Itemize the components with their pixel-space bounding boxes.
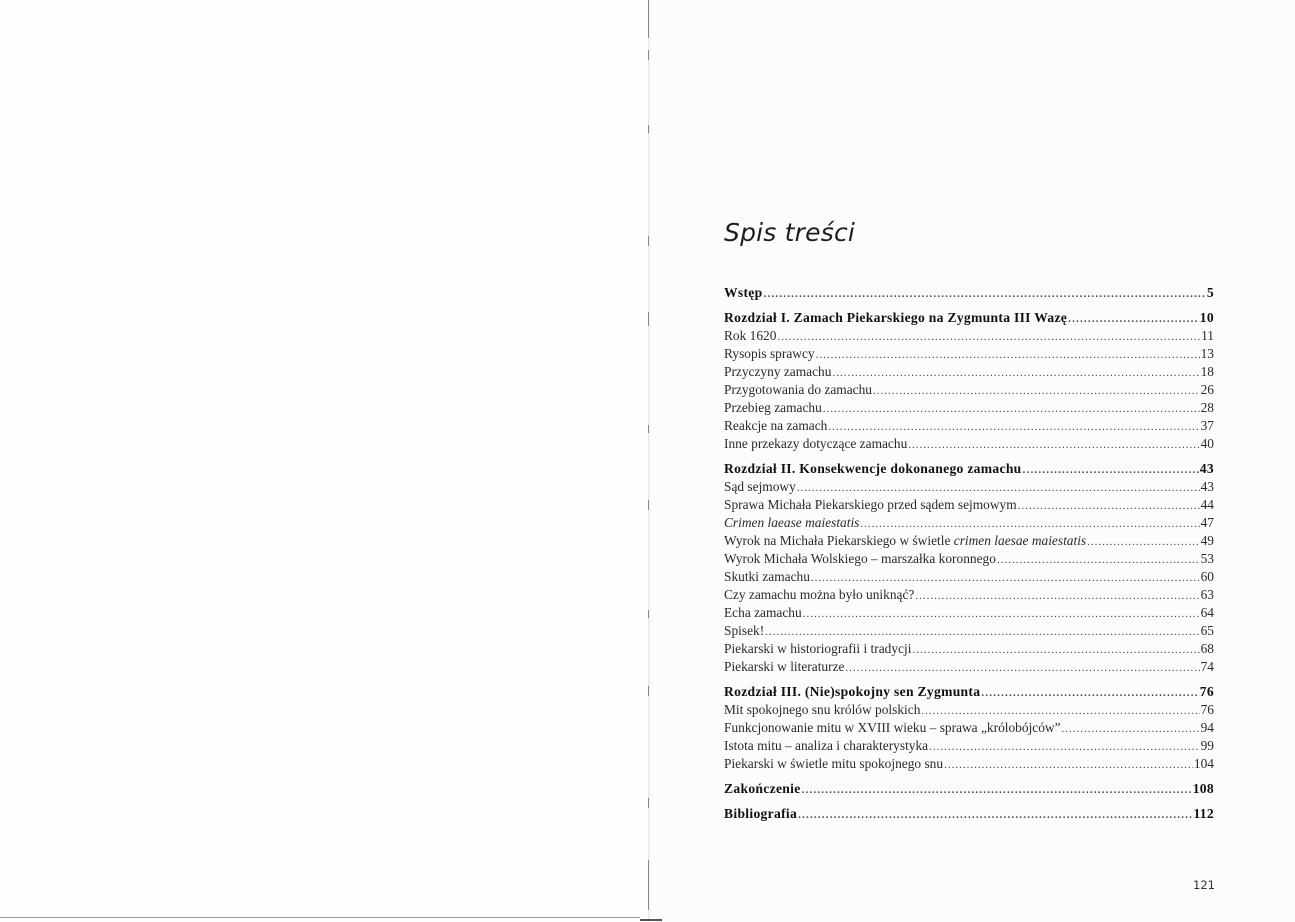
toc-entry[interactable] — [724, 701, 1214, 719]
toc-entry[interactable] — [724, 604, 1214, 622]
page-title: Spis treści — [724, 218, 856, 247]
toc-entry-label: Wyrok na Michała Piekarskiego w świetle crimen laesae maiestatis — [724, 533, 1087, 548]
toc-page-number: 13 — [1200, 346, 1214, 361]
dot-leader — [764, 285, 1206, 302]
toc-entry-label: Echa zamachu — [724, 605, 802, 620]
dot-leader — [811, 569, 1200, 586]
toc-entry-label: Przygotowania do zamachu — [724, 382, 872, 397]
toc-chapter[interactable] — [724, 780, 1214, 798]
toc-page-number: 43 — [1200, 479, 1214, 494]
toc-page-number: 112 — [1193, 806, 1214, 821]
toc-entry-label: Funkcjonowanie mitu w XVIII wieku – sprawa „królobójców” — [724, 720, 1061, 735]
toc-entry-label: Rok 1620 — [724, 328, 777, 343]
dot-leader — [798, 806, 1192, 823]
toc-entry[interactable] — [724, 568, 1214, 586]
toc-entry[interactable] — [724, 417, 1214, 435]
toc-page-number: 18 — [1200, 364, 1214, 379]
toc-page-number: 5 — [1206, 285, 1214, 300]
toc-page-number: 26 — [1200, 382, 1214, 397]
dot-leader — [912, 641, 1199, 658]
toc-entry[interactable] — [724, 345, 1214, 363]
toc-entry-label: Rozdział II. Konsekwencje dokonanego zamachu — [724, 461, 1022, 476]
toc-entry-label: Sąd sejmowy — [724, 479, 796, 494]
toc-entry[interactable] — [724, 658, 1214, 676]
dot-leader — [1068, 310, 1199, 327]
page-number: 121 — [1193, 878, 1215, 892]
toc-entry-label: Piekarski w historiografii i tradycji — [724, 641, 912, 656]
dot-leader — [921, 702, 1199, 719]
dot-leader — [803, 605, 1200, 622]
dot-leader — [908, 436, 1199, 453]
toc-page-number: 44 — [1200, 497, 1214, 512]
toc-page-number: 11 — [1201, 328, 1214, 343]
toc-page-number: 76 — [1200, 702, 1214, 717]
toc-page-number: 76 — [1199, 684, 1214, 699]
dot-leader — [1018, 497, 1200, 514]
toc-page-number: 104 — [1193, 756, 1214, 771]
toc-entry[interactable] — [724, 586, 1214, 604]
toc-page-number: 53 — [1200, 551, 1214, 566]
toc-page-number: 63 — [1200, 587, 1214, 602]
toc-entry-label: Skutki zamachu — [724, 569, 810, 584]
toc-page-number: 94 — [1200, 720, 1214, 735]
toc-entry-label: Zakończenie — [724, 781, 801, 796]
toc-page-number: 10 — [1199, 310, 1214, 325]
toc-entry[interactable] — [724, 550, 1214, 568]
dot-leader — [816, 346, 1200, 363]
toc-entry-label: Rysopis sprawcy — [724, 346, 815, 361]
toc-entry[interactable] — [724, 435, 1214, 453]
dot-leader — [1087, 533, 1199, 550]
toc-entry[interactable] — [724, 532, 1214, 550]
toc-page-number: 64 — [1200, 605, 1214, 620]
toc-entry-label: Piekarski w świetle mitu spokojnego snu — [724, 756, 944, 771]
toc-page-number: 37 — [1200, 418, 1214, 433]
toc-page-number: 65 — [1200, 623, 1214, 638]
toc-entry[interactable] — [724, 363, 1214, 381]
toc-entry-label: Piekarski w literaturze — [724, 659, 845, 674]
dot-leader — [765, 623, 1199, 640]
toc-page-number: 108 — [1192, 781, 1214, 796]
dot-leader — [832, 364, 1199, 381]
toc-entry-label: Wstęp — [724, 285, 763, 300]
dot-leader — [845, 659, 1199, 676]
toc-entry[interactable] — [724, 719, 1214, 737]
toc-entry-label: Rozdział III. (Nie)spokojny sen Zygmunta — [724, 684, 981, 699]
dot-leader — [981, 684, 1198, 701]
toc-page-number: 99 — [1200, 738, 1214, 753]
dot-leader — [929, 738, 1199, 755]
toc-entry[interactable] — [724, 755, 1214, 773]
toc-page-number: 47 — [1200, 515, 1214, 530]
toc-entry[interactable] — [724, 737, 1214, 755]
dot-leader — [1023, 461, 1199, 478]
dot-leader — [802, 781, 1192, 798]
page-edge-line — [0, 917, 640, 918]
toc-entry[interactable] — [724, 381, 1214, 399]
toc-entry-label: Inne przekazy dotyczące zamachu — [724, 436, 908, 451]
dot-leader — [873, 382, 1200, 399]
dot-leader — [823, 400, 1200, 417]
toc-entry-label: Sprawa Michała Piekarskiego przed sądem sejmowym — [724, 497, 1017, 512]
toc-entry-label: Rozdział I. Zamach Piekarskiego na Zygmunta III Wazę — [724, 310, 1068, 325]
toc-chapter[interactable] — [724, 284, 1214, 302]
dot-leader — [828, 418, 1199, 435]
toc-entry-label: Mit spokojnego snu królów polskich — [724, 702, 921, 717]
toc-chapter[interactable] — [724, 683, 1214, 701]
toc-page-number: 68 — [1200, 641, 1214, 656]
toc-page-number: 49 — [1200, 533, 1214, 548]
toc-entry-label: Wyrok Michała Wolskiego – marszałka koronnego — [724, 551, 996, 566]
dot-leader — [997, 551, 1200, 568]
toc-entry[interactable] — [724, 478, 1214, 496]
toc-page-number: 28 — [1200, 400, 1214, 415]
toc-entry[interactable] — [724, 622, 1214, 640]
toc-chapter[interactable] — [724, 460, 1214, 478]
toc-page-number: 60 — [1200, 569, 1214, 584]
toc-entry-label: Reakcje na zamach — [724, 418, 828, 433]
dot-leader — [944, 756, 1193, 773]
toc-entry-label: Przebieg zamachu — [724, 400, 822, 415]
toc-entry-label: Czy zamachu można było uniknąć? — [724, 587, 915, 602]
toc-entry[interactable] — [724, 640, 1214, 658]
toc-page-number: 40 — [1200, 436, 1214, 451]
toc-entry[interactable] — [724, 327, 1214, 345]
dot-leader — [915, 587, 1199, 604]
toc-chapter[interactable] — [724, 309, 1214, 327]
dot-leader — [860, 515, 1199, 532]
toc-page-number: 43 — [1199, 461, 1214, 476]
toc-entry[interactable] — [724, 514, 1214, 532]
dot-leader — [797, 479, 1200, 496]
toc-entry[interactable] — [724, 496, 1214, 514]
toc-entry-label: Bibliografia — [724, 806, 798, 821]
toc-entry-label: Spisek! — [724, 623, 765, 638]
toc-chapter[interactable] — [724, 805, 1214, 823]
book-gutter — [648, 0, 650, 922]
toc-entry-label: Istota mitu – analiza i charakterystyka — [724, 738, 929, 753]
dot-leader — [777, 328, 1200, 345]
page-edge-mark — [640, 919, 662, 921]
dot-leader — [1062, 720, 1200, 737]
table-of-contents — [724, 284, 1214, 823]
toc-entry-label: Przyczyny zamachu — [724, 364, 832, 379]
toc-page-number: 74 — [1200, 659, 1214, 674]
toc-entry-label: Crimen laease maiestatis — [724, 515, 860, 530]
toc-entry[interactable] — [724, 399, 1214, 417]
